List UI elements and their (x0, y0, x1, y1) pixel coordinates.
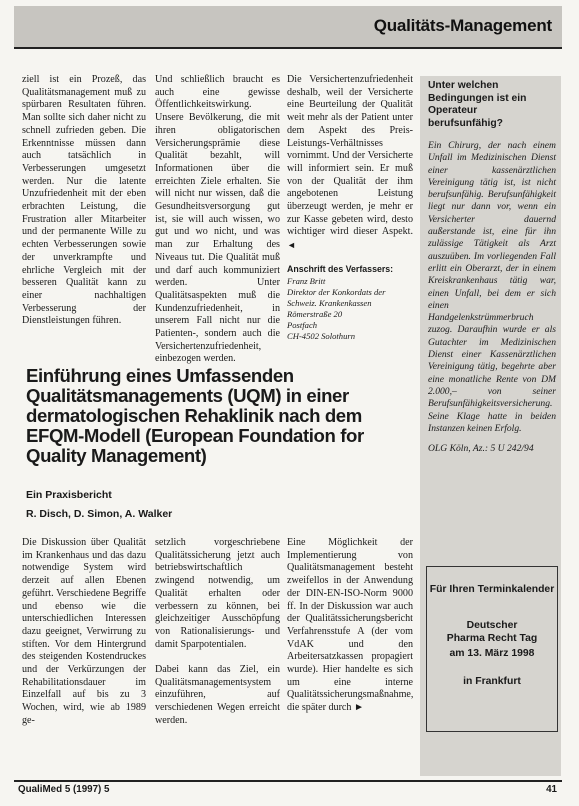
event-date: am 13. März 1998 (449, 648, 535, 659)
article-text-col-3-body: Eine Möglichkeit der Implementierung von Qualitätsmanagement besteht zweifellos in der Anwendung der DIN-EN-ISO-Norm 9000 ff. In der Diskussion war auch der Qualitätssicherungsbericht Verfahrensstufe A (der vom VdAK und den Arbeitersatzkassen propagiert wurde). Hier handelte es sich um eine interne Qualitätssicherungsmaßnahme, die später durch (287, 537, 413, 714)
event-name (427, 619, 557, 645)
sidebar-answer (428, 140, 556, 455)
author-address-line: Postfach (287, 319, 318, 330)
page-number: 41 (546, 784, 557, 795)
section-title: Qualitäts-Management (373, 16, 552, 35)
continued-text-col-3-body: Die Versichertenzufriedenheit deshalb, weil der Versicherte eine Beurteilung der Qualität weit mehr als der Patient unter dem Aspekt des Preis-Leistungs-Verhältnisses vornimmt. Und der Versicherte will informiert sein. Er muß von der Qualität der ihm angebotenen Leistung überzeugt werden, je mehr er zur Kasse gebeten wird, desto wichtiger wird dieser Aspekt. (287, 74, 413, 238)
article-text-col-3 (287, 537, 413, 715)
footer-rule (14, 780, 562, 782)
sidebar-question: Unter welchen Bedingungen ist ein Operateur berufsunfähig? (428, 80, 527, 129)
author-address-line: Schweiz. Krankenkassen (287, 297, 372, 308)
end-of-article-mark: ◄ (287, 240, 296, 251)
continued-mark: ► (354, 702, 364, 714)
continued-text-col-3 (287, 74, 413, 342)
article-kicker: Ein Praxisbericht (26, 489, 112, 501)
continued-text-col-2: Und schließlich braucht es auch eine gewisse Öffentlichkeitswirkung. Unsere Bevölkerung, die mit ihren obligatorischen Versicherungsprämie diese Qualität bezahlt, will Informationen über die erreichten Ziele erhalten. Sie will nicht nur wissen, daß die Gesundheitsversorgung gut ist, sie will auch wissen, wo gut und wo nicht, und was man zur Erhaltung des Niveaus tut. Die Qualität muß und darf auch kommuniziert werden. Unter Qualitätsaspekten muß die Kundenzufriedenheit, in unserem Fall nicht nur die Patienten-, sondern auch die Versichertenzufriedenheit, einbezogen werden. (155, 74, 280, 365)
author-address-line: CH-4502 Solothurn (287, 330, 356, 341)
author-address-line: Franz Britt (287, 275, 326, 286)
author-address-line: Römerstraße 20 (287, 308, 343, 319)
journal-citation: QualiMed 5 (1997) 5 (18, 784, 110, 795)
article-headline: Einführung eines Umfassenden Qualitätsmanagements (UQM) in einer dermatologischen Rehaklinik nach dem EFQM-Modell (European Foundation for Quality Management) (26, 365, 364, 466)
article-text-col-2: setzlich vorgeschriebene Qualitätssicherung jetzt auch betriebswirtschaftlich zwingend notwendig, um Qualität erhalten oder verbessern zu können, bei gleichzeitiger Ausschöpfung von Rationalisierungs- und damit Sparpotentialen. Dabei kann das Ziel, ein Qualitätsmanagementsystem einzuführen, auf verschiedenen Wegen erreicht werden. (155, 537, 280, 726)
sidebar-answer-text: Ein Chirurg, der nach einem Unfall im Medizinischen Dienst einer kassenärztlichen Vereinigung tätig ist, ist nicht berufsunfähig. Berufsunfähigkeit liegt nur dann vor, wenn ein Versicherter dauernd außerstande ist, eine für ihn zulässige Tätigkeit als Arzt auszuüben. Im vorliegenden Fall erlitt ein Oberarzt, der in einem Kreiskrankenhaus tätig war, einen Unfall, bei dem er sich einen Handgelenkstrümmerbruch zuzog. Daraufhin wurde er als Gutachter im Medizinischen Dienst einer Kassenärztlichen Vereinigung tätig, begehrte aber eine monatliche Rente von DM 2.000,– von seiner Berufsunfähigkeitsversicherung. Seine Klage hatte in beiden Instanzen keinen Erfolg. (428, 140, 556, 434)
author-address-block (287, 276, 413, 342)
article-text-col-1: Die Diskussion über Qualität im Krankenhaus und das dazu notwendige System wird derzeit auf allen Ebenen geführt. Verschiedene Begriffe und ebenso wie die unterschiedlichen Interessen dazu geeignet, Verwirrung zu stiften. Vor dem Hintergrund des steigenden Kostendruckes und der Verkürzungen der Rehabilitationsdauer im Einzelfall auf bis zu 3 Wochen, wird, wie ab 1989 ge- (22, 537, 146, 726)
event-name-line-1: Deutscher (466, 620, 518, 631)
author-address-line: Direktor der Konkordats der (287, 286, 386, 297)
article-authors: R. Disch, D. Simon, A. Walker (26, 508, 173, 520)
event-location: in Frankfurt (463, 676, 521, 687)
event-name-line-2: Pharma Recht Tag (446, 633, 538, 644)
sidebar-court-reference: OLG Köln, Az.: 5 U 242/94 (428, 443, 534, 455)
header-band (14, 6, 562, 49)
event-announcement-box (426, 566, 558, 732)
event-intro: Für Ihren Terminkalender (429, 584, 555, 595)
continued-text-col-1: ziell ist ein Prozeß, das Qualitätsmanagement muß zu spürbaren Resultaten führen. Man sollte sich daher nicht zu schnell zufrieden geben. Die Erkenntnisse müssen dann auch tatsächlich in Verbesserungen umgesetzt werden. Nur die latente Unzufriedenheit mit der eben erbrachten Leistung, die Frustration aller Mitarbeiter und der permanente Wille zu echten Verbesserungen sowie der unverkrampfte und ehrliche Vergleich mit der besseren Qualität kann zu einer nachhaltigen Verbesserung der Dienstleistungen führen. (22, 74, 146, 327)
author-address-label: Anschrift des Verfassers: (287, 263, 394, 274)
